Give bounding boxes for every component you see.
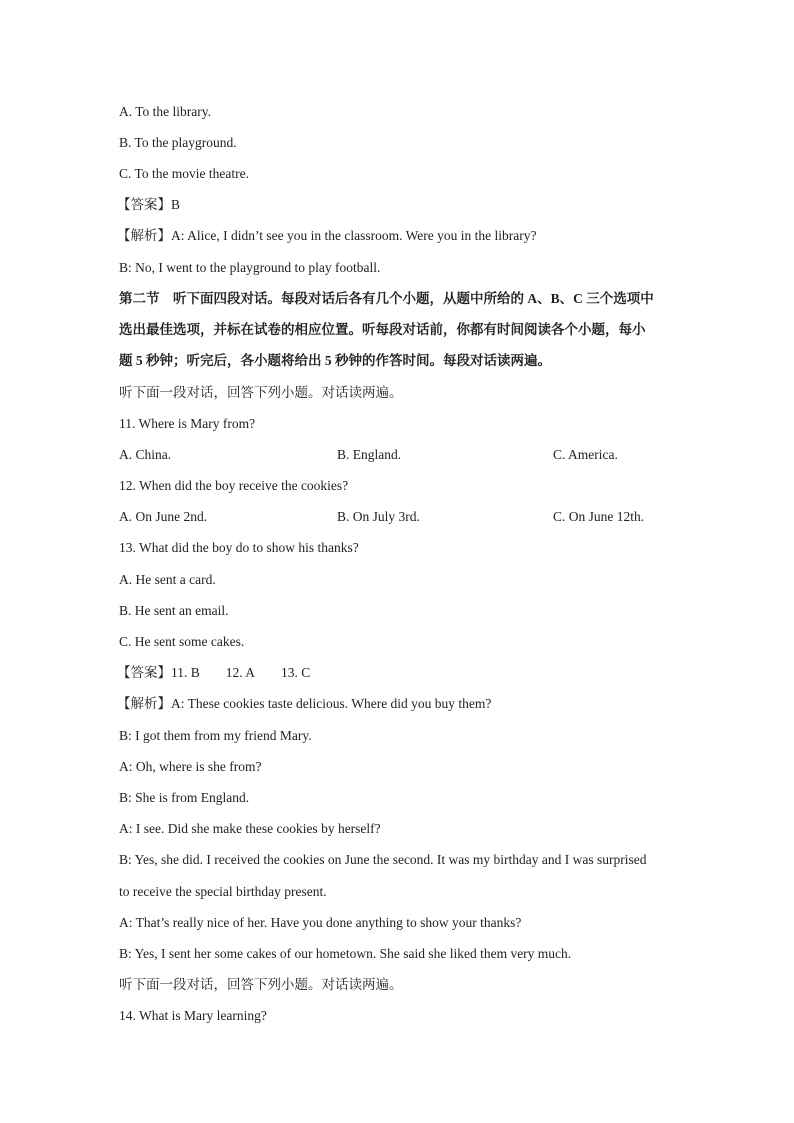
q13-option-b: B. He sent an email. [119,603,229,618]
q11-option-a: A. China. [119,447,172,462]
section2-instruction-line2: 选出最佳选项，并标在试卷的相应位置。听每段对话前，你都有时间阅读各个小题，每小 [119,322,646,337]
answers-line [117,664,310,682]
question-14: 14. What is Mary learning? [119,1008,267,1023]
option-a-library: A. To the library. [119,104,212,119]
analysis-line-2: B: I got them from my friend Mary. [119,728,312,743]
answer-12: 12. A [225,665,256,680]
section2-instruction-line3: 题 5 秒钟；听完后，各小题将给出 5 秒钟的作答时间。每段对话读两遍。 [119,353,551,368]
question-12: 12. When did the boy receive the cookies? [119,478,349,493]
section2-instruction-line1: 第二节 听下面四段对话。每段对话后各有几个小题，从题中所给的 A、B、C 三个选项中 [119,291,654,306]
option-c-theatre: C. To the movie theatre. [119,166,250,181]
dialogue2-intro: 听下面一段对话，回答下列小题。对话读两遍。 [119,977,403,992]
q12-option-b: B. On July 3rd. [337,509,420,524]
option-b-playground: B. To the playground. [119,135,237,150]
analysis-line-8: A: That’s really nice of her. Have you done anything to show your thanks? [119,915,522,930]
analysis-line-7: to receive the special birthday present. [119,884,327,899]
question-11: 11. Where is Mary from? [119,416,256,431]
q11-option-b: B. England. [337,447,402,462]
answer-line: 【答案】B [117,197,181,212]
q12-option-a: A. On June 2nd. [119,509,208,524]
analysis-line-6: B: Yes, she did. I received the cookies on June the second. It was my birthday and I was surprised [119,852,647,867]
q13-option-c: C. He sent some cakes. [119,634,245,649]
dialogue-reply: B: No, I went to the playground to play football. [119,260,381,275]
analysis-line-5: A: I see. Did she make these cookies by herself? [119,821,381,836]
analysis-line-4: B: She is from England. [119,790,250,805]
dialogue-intro: 听下面一段对话，回答下列小题。对话读两遍。 [119,385,403,400]
q12-option-c: C. On June 12th. [553,509,645,524]
q13-option-a: A. He sent a card. [119,572,216,587]
question-13: 13. What did the boy do to show his thanks? [119,540,359,555]
analysis-line: 【解析】A: Alice, I didn’t see you in the classroom. Were you in the library? [117,228,537,243]
analysis-line-3: A: Oh, where is she from? [119,759,262,774]
analysis-line-1: 【解析】A: These cookies taste delicious. Where did you buy them? [117,696,492,711]
answer-11: 【答案】11. B [117,665,200,680]
answer-13: 13. C [281,665,311,680]
analysis-line-9: B: Yes, I sent her some cakes of our hometown. She said she liked them very much. [119,946,572,961]
q11-option-c: C. America. [553,447,618,462]
